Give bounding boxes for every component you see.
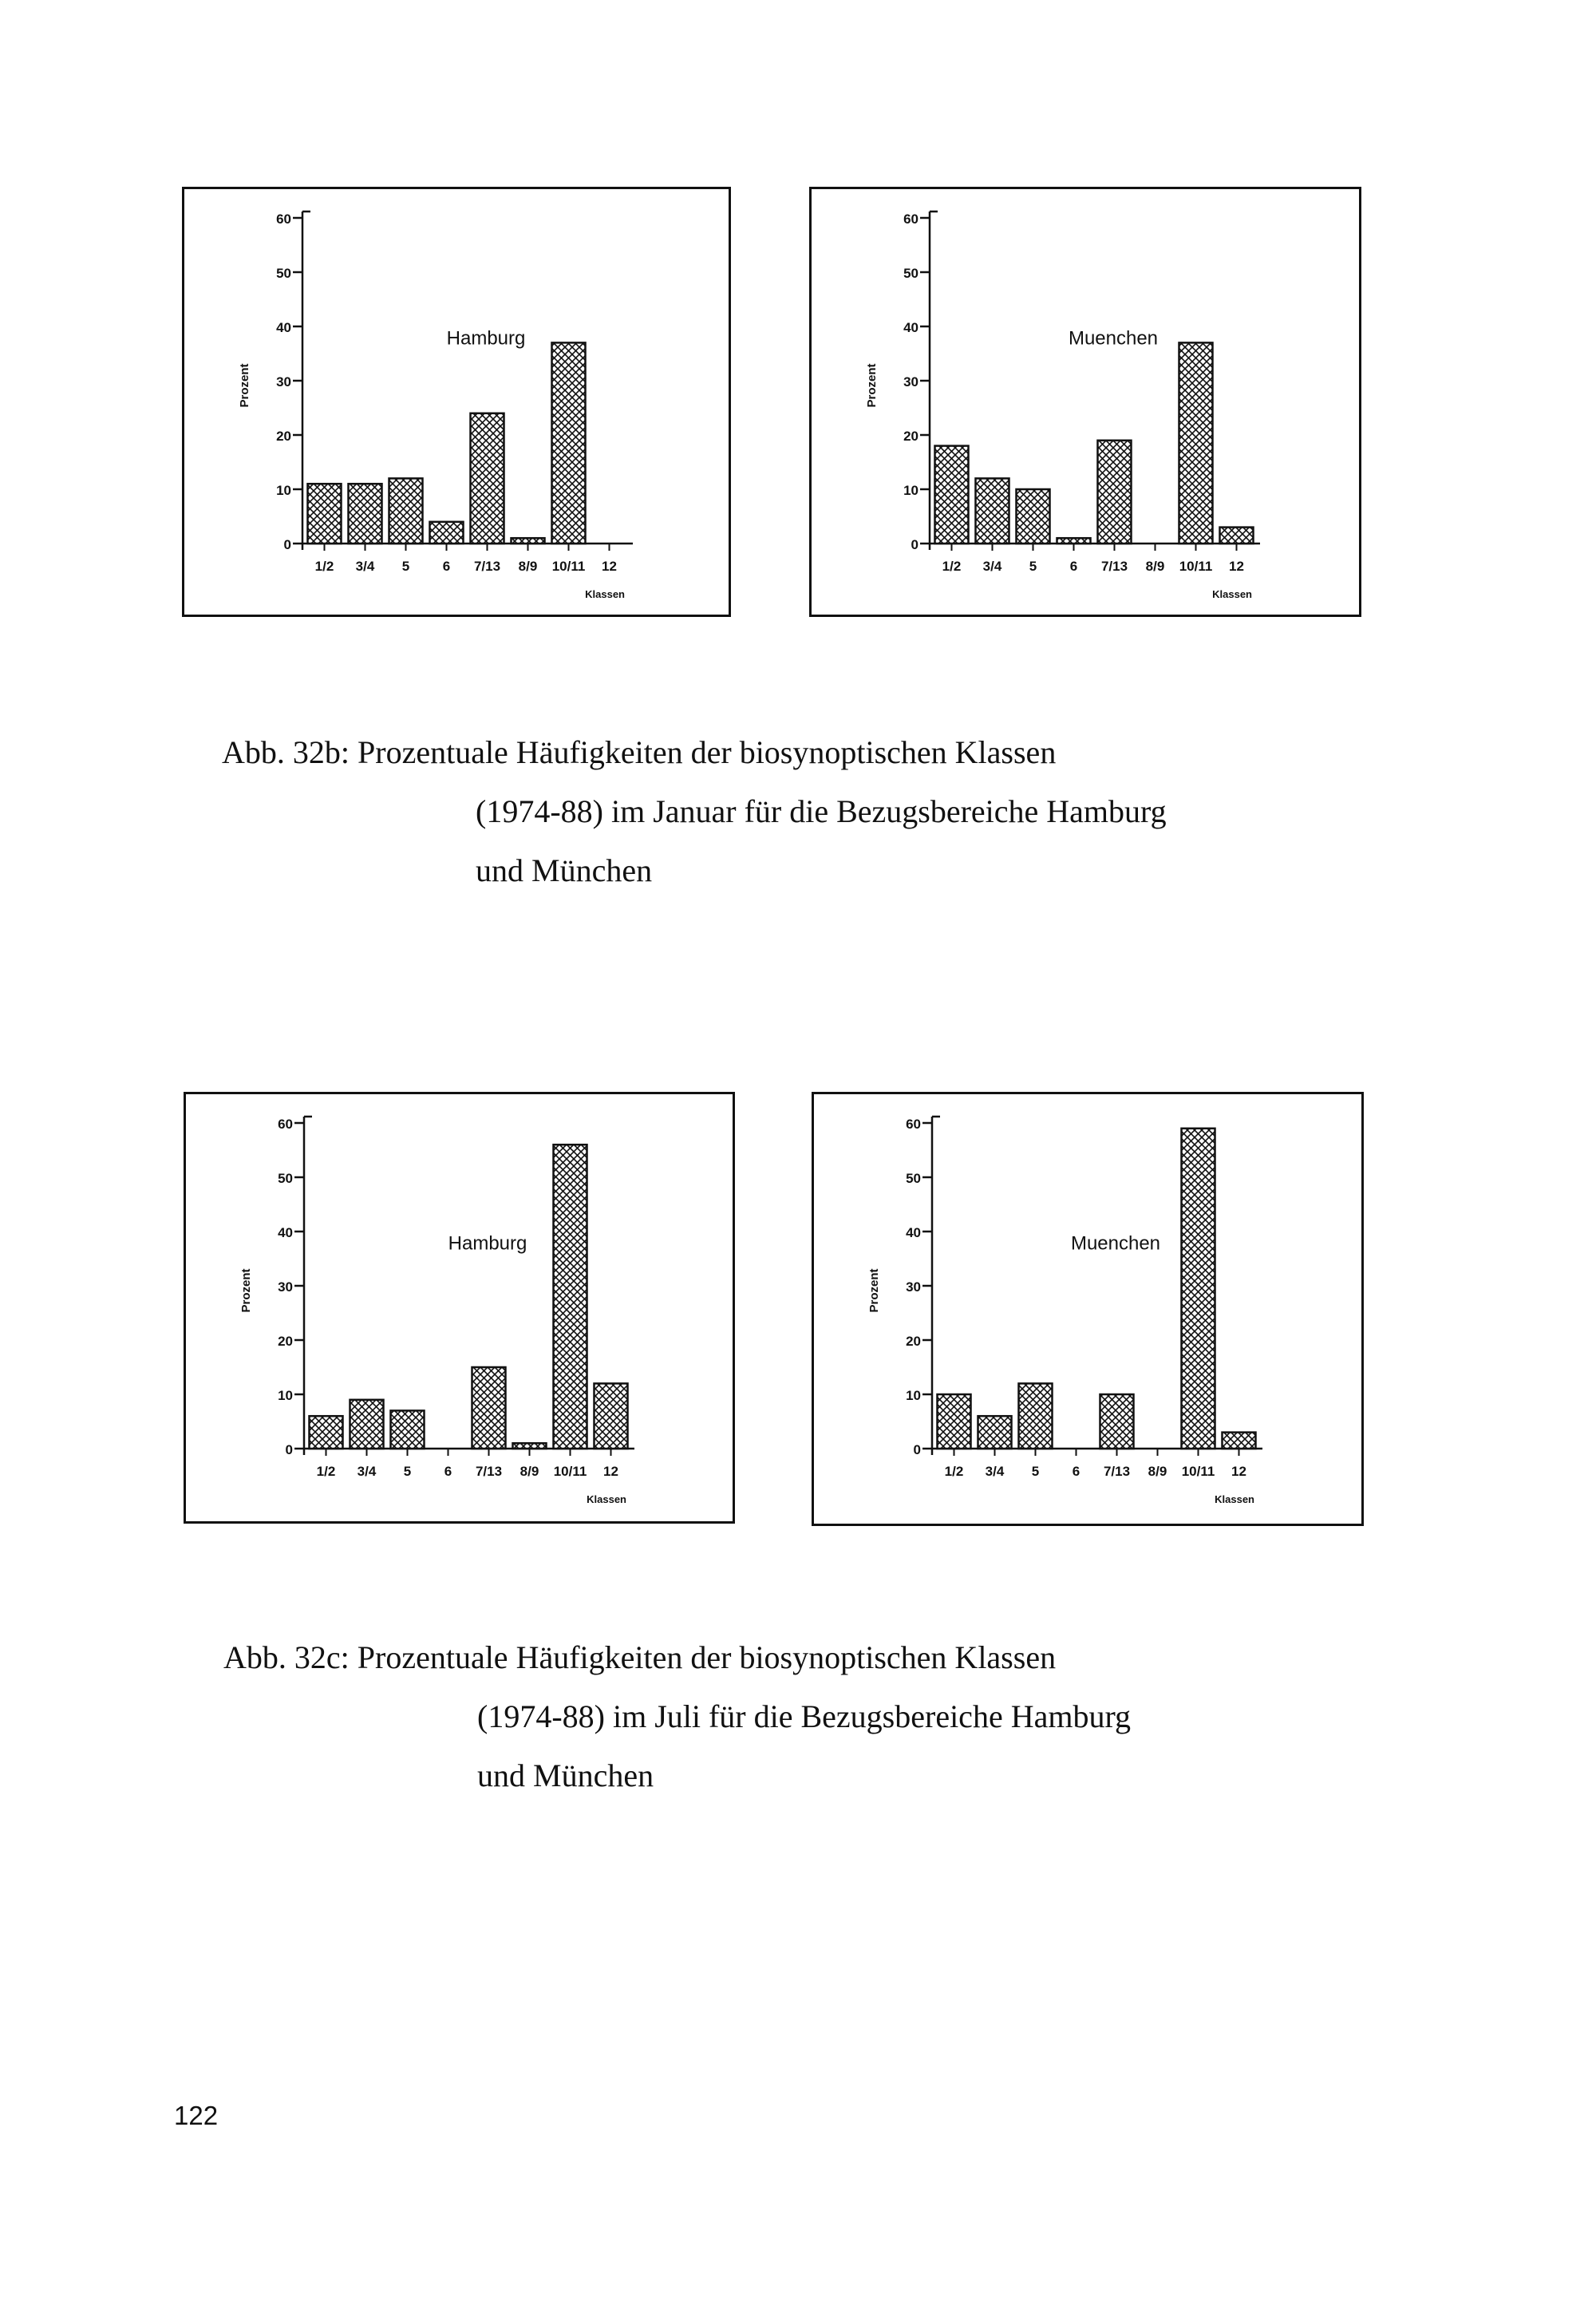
- page-number: 122: [174, 2101, 219, 2130]
- bar-1-2: [938, 1394, 971, 1449]
- x-tick-label: 12: [1229, 559, 1244, 574]
- bar-8-9: [513, 1443, 547, 1449]
- x-tick-label: 1/2: [316, 1464, 336, 1479]
- x-tick-label: 6: [442, 559, 451, 574]
- y-tick-label: 10: [278, 1388, 293, 1403]
- y-axis-label: Prozent: [239, 1268, 253, 1313]
- bar-10-11: [554, 1145, 587, 1449]
- bar-3-4: [978, 1416, 1012, 1449]
- x-axis-label: Klassen: [1212, 588, 1252, 600]
- y-axis-label: Prozent: [865, 363, 879, 408]
- x-tick-label: 8/9: [518, 559, 538, 574]
- y-axis-label: Prozent: [238, 363, 251, 408]
- x-tick-label: 8/9: [1148, 1464, 1167, 1479]
- x-tick-label: 12: [1231, 1464, 1246, 1479]
- y-tick-label: 10: [276, 483, 291, 498]
- bar-chart-jul-hamburg: [186, 1094, 733, 1521]
- chart-title: Hamburg: [448, 1232, 527, 1255]
- caption-32c-line-3: und München: [477, 1757, 654, 1793]
- bar-chart-jul-muenchen: [814, 1094, 1361, 1524]
- y-tick-label: 50: [278, 1171, 293, 1186]
- bar-5: [391, 1410, 425, 1449]
- bar-5: [1017, 489, 1050, 544]
- x-tick-label: 7/13: [473, 559, 501, 574]
- chart-panel-jul-hamburg: [184, 1092, 735, 1524]
- bar-1-2: [935, 446, 969, 544]
- y-tick-label: 10: [903, 483, 918, 498]
- chart-title: Hamburg: [446, 327, 526, 350]
- y-tick-label: 20: [906, 1334, 921, 1349]
- y-tick-label: 50: [903, 266, 918, 281]
- x-tick-label: 5: [1029, 559, 1037, 574]
- y-tick-label: 20: [903, 429, 918, 444]
- figure-caption-32b: [222, 723, 1167, 900]
- bar-5: [389, 478, 423, 544]
- y-tick-label: 60: [903, 212, 918, 227]
- chart-panel-jul-muenchen: [812, 1092, 1364, 1526]
- x-axis-label: Klassen: [587, 1493, 626, 1505]
- y-tick-label: 0: [913, 1442, 921, 1457]
- y-tick-label: 30: [903, 374, 918, 389]
- x-axis-label: Klassen: [585, 588, 625, 600]
- bar-7-13: [1100, 1394, 1134, 1449]
- x-tick-label: 10/11: [1181, 1464, 1215, 1479]
- bar-6: [1057, 538, 1091, 544]
- y-tick-label: 40: [906, 1225, 921, 1240]
- bar-12: [595, 1383, 628, 1449]
- x-tick-label: 10/11: [551, 559, 586, 574]
- y-tick-label: 60: [906, 1117, 921, 1132]
- bar-6: [430, 522, 464, 544]
- bar-chart-jan-hamburg: [184, 189, 729, 615]
- caption-32b-line-2: (1974-88) im Januar für die Bezugsbereiche Hamburg: [476, 793, 1167, 829]
- bar-10-11: [1179, 342, 1213, 544]
- caption-32b-line-3: und München: [476, 852, 653, 888]
- x-tick-label: 7/13: [475, 1464, 503, 1479]
- y-tick-label: 0: [285, 1442, 293, 1457]
- caption-32b-line-1: Abb. 32b: Prozentuale Häufigkeiten der biosynoptischen Klassen: [222, 734, 1057, 770]
- x-axis-label: Klassen: [1215, 1493, 1254, 1505]
- chart-panel-jan-muenchen: [809, 187, 1361, 617]
- x-tick-label: 6: [1069, 559, 1078, 574]
- y-tick-label: 20: [278, 1334, 293, 1349]
- chart-title: Muenchen: [1070, 1232, 1161, 1255]
- x-tick-label: 8/9: [519, 1464, 539, 1479]
- bar-8-9: [512, 538, 545, 544]
- bar-7-13: [471, 413, 504, 544]
- x-tick-label: 10/11: [1179, 559, 1213, 574]
- y-tick-label: 0: [911, 537, 918, 552]
- y-tick-label: 50: [276, 266, 291, 281]
- x-tick-label: 10/11: [553, 1464, 587, 1479]
- x-tick-label: 5: [401, 559, 410, 574]
- y-tick-label: 30: [278, 1279, 293, 1295]
- bar-7-13: [472, 1367, 506, 1449]
- bar-3-4: [349, 484, 382, 544]
- x-tick-label: 12: [602, 559, 617, 574]
- x-tick-label: 1/2: [942, 559, 962, 574]
- x-tick-label: 7/13: [1100, 559, 1128, 574]
- bar-3-4: [976, 478, 1009, 544]
- chart-title: Muenchen: [1068, 327, 1159, 350]
- x-tick-label: 8/9: [1145, 559, 1165, 574]
- x-tick-label: 1/2: [314, 559, 334, 574]
- bar-1-2: [308, 484, 342, 544]
- chart-panel-jan-hamburg: [182, 187, 731, 617]
- caption-32c-line-1: Abb. 32c: Prozentuale Häufigkeiten der biosynoptischen Klassen: [223, 1639, 1057, 1675]
- bar-3-4: [350, 1400, 384, 1449]
- bar-12: [1220, 528, 1254, 544]
- bar-chart-jan-muenchen: [812, 189, 1359, 615]
- y-tick-label: 60: [278, 1117, 293, 1132]
- x-tick-label: 5: [1031, 1464, 1040, 1479]
- y-tick-label: 50: [906, 1171, 921, 1186]
- x-tick-label: 7/13: [1103, 1464, 1131, 1479]
- x-tick-label: 12: [603, 1464, 618, 1479]
- bar-10-11: [552, 342, 586, 544]
- x-tick-label: 3/4: [355, 559, 375, 574]
- y-axis-label: Prozent: [867, 1268, 881, 1313]
- y-tick-label: 30: [276, 374, 291, 389]
- bar-1-2: [310, 1416, 343, 1449]
- caption-32c-line-2: (1974-88) im Juli für die Bezugsbereiche Hamburg: [477, 1698, 1132, 1734]
- bar-5: [1019, 1383, 1053, 1449]
- x-tick-label: 1/2: [944, 1464, 964, 1479]
- figure-caption-32c: [223, 1628, 1131, 1805]
- bar-10-11: [1182, 1129, 1215, 1449]
- y-tick-label: 30: [906, 1279, 921, 1295]
- x-tick-label: 3/4: [982, 559, 1002, 574]
- y-tick-label: 40: [276, 320, 291, 335]
- x-tick-label: 5: [403, 1464, 412, 1479]
- bar-12: [1223, 1433, 1256, 1449]
- y-tick-label: 60: [276, 212, 291, 227]
- x-tick-label: 3/4: [357, 1464, 377, 1479]
- y-tick-label: 0: [283, 537, 291, 552]
- x-tick-label: 6: [444, 1464, 452, 1479]
- y-tick-label: 40: [278, 1225, 293, 1240]
- y-tick-label: 10: [906, 1388, 921, 1403]
- x-tick-label: 3/4: [985, 1464, 1005, 1479]
- bar-7-13: [1098, 441, 1132, 544]
- x-tick-label: 6: [1072, 1464, 1080, 1479]
- y-tick-label: 20: [276, 429, 291, 444]
- y-tick-label: 40: [903, 320, 918, 335]
